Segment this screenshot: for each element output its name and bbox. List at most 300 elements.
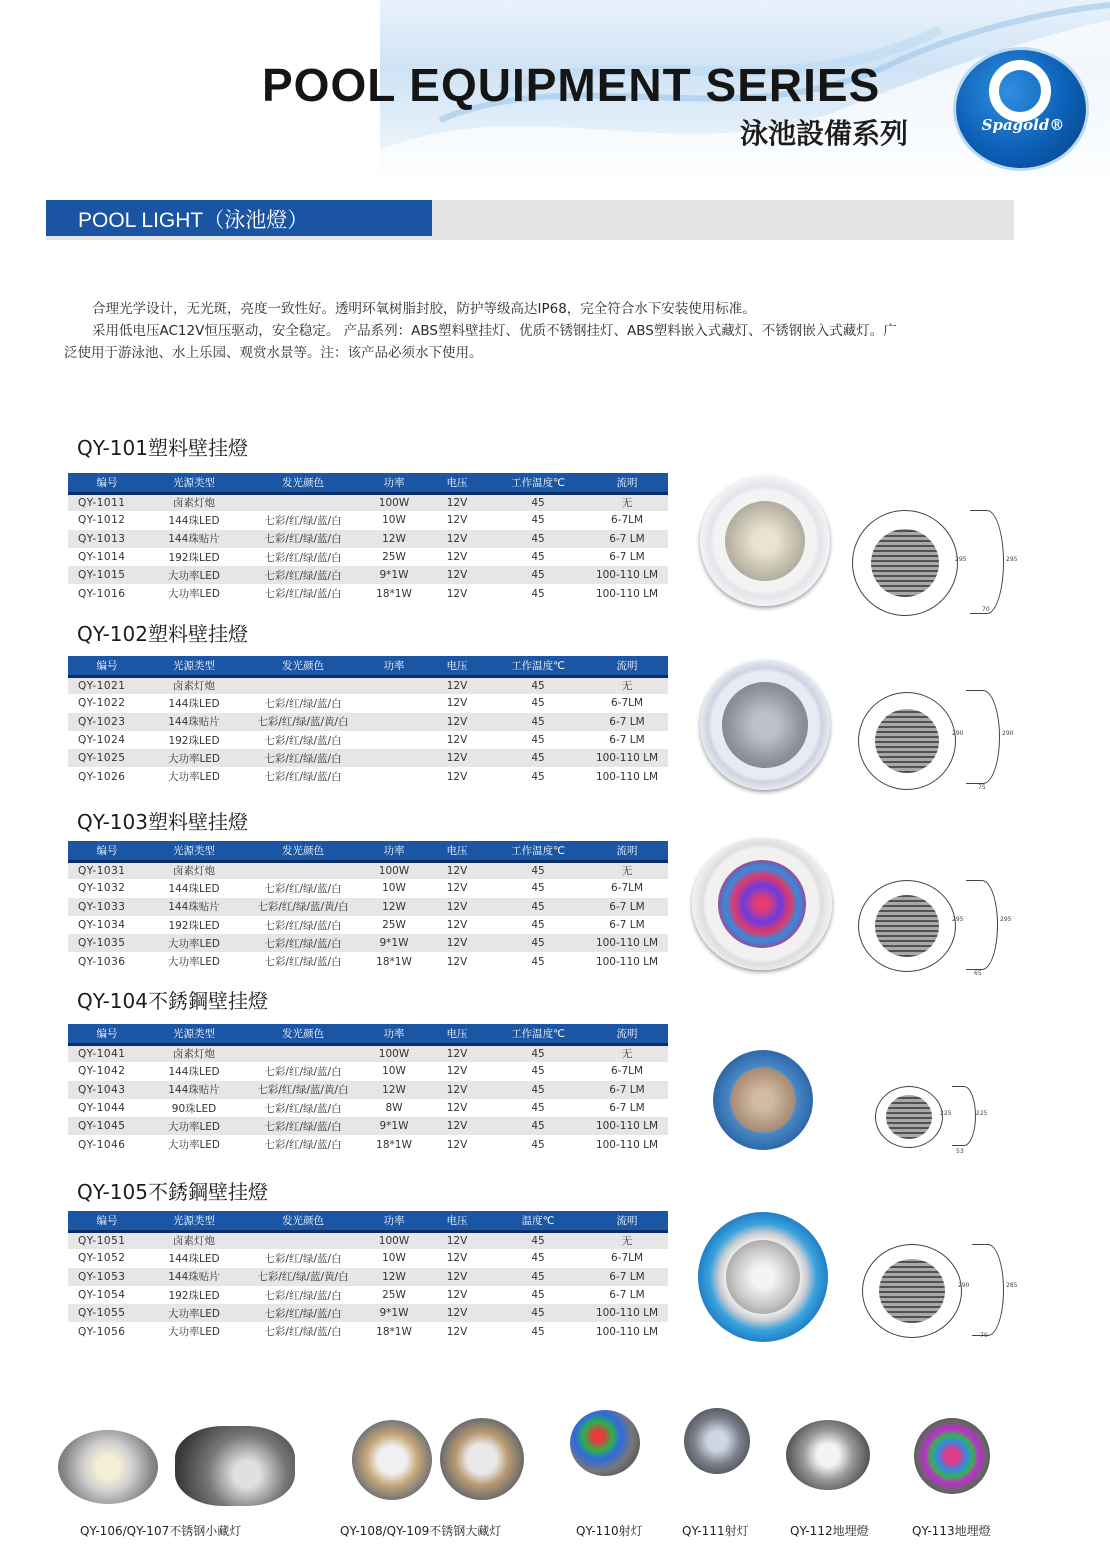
table-cell: 大功率LED [167,1139,221,1152]
thumb-qy-112 [786,1420,870,1490]
table-cell: 12V [424,1081,490,1099]
column-header: 电压 [424,1211,490,1231]
caption-qy-111: QY-111射灯 [682,1524,749,1538]
table-row [68,1062,668,1080]
tech-drawing-front-104 [875,1086,943,1148]
table-cell [364,713,424,731]
table-cell: 18*1W [376,587,412,600]
table-cell: 七彩/红/绿/蓝/白 [242,530,364,548]
table-cell: 45 [490,493,586,511]
table-cell: 45 [531,697,545,710]
table-cell: 100-110 LM [595,770,659,783]
table-cell: QY-1026 [78,770,126,783]
table-cell [242,493,364,511]
table-header-row [68,841,668,861]
table-row [68,1231,668,1249]
thumb-qy-108 [352,1420,432,1500]
lamp-photo-102 [700,660,830,790]
table-cell: 卤素灯炮 [146,676,242,694]
table-cell: 6-7 LM [609,734,645,747]
table-cell: 45 [531,1102,545,1115]
table-header-row [68,1211,668,1231]
table-cell: 大功率LED [167,771,221,784]
table-cell: 12V [446,919,468,932]
table-cell: QY-1044 [78,1102,126,1115]
table-cell: 12W [364,898,424,916]
table-cell: 卤素灯炮 [146,1231,242,1249]
table-cell: 45 [531,1325,545,1338]
table-cell [242,676,364,694]
table-cell: 无 [586,493,668,511]
caption-qy-113: QY-113地埋燈 [912,1524,991,1538]
table-cell: 七彩/红/绿/蓝/白 [264,697,342,710]
table-cell: 192珠LED [168,919,220,932]
column-header: 功率 [364,1024,424,1044]
column-header: 功率 [364,1211,424,1231]
spec-table-103 [68,841,668,971]
table-cell: 100-110 LM [586,749,668,767]
column-header: 光源类型 [146,656,242,676]
table-cell: 七彩/红/绿/蓝/白 [242,934,364,952]
table-cell: QY-1024 [78,734,126,747]
table-cell: 100W [364,1044,424,1062]
table-cell: 45 [490,898,586,916]
intro-line-1: 合理光学设计，无光斑，亮度一致性好。透明环氧树脂封胶，防护等级高达IP68，完全符合水下安装使用标准。 [92,301,756,317]
dim-104-a: 225 [940,1110,952,1117]
table-cell: 100-110 LM [586,1117,668,1135]
intro-line-2: 采用低电压AC12V恒压驱动，安全稳定。 产品系列：ABS塑料壁挂灯、优质不锈钢挂灯、ABS塑料嵌入式藏灯、不锈钢嵌入式藏灯。广 [92,323,897,339]
column-header: 温度℃ [490,1211,586,1231]
intro-line-3: 泛使用于游泳池、水上乐园、观赏水景等。注：该产品必须水下使用。 [64,345,483,361]
column-header: 发光颜色 [242,1211,364,1231]
column-header: 流明 [586,656,668,676]
table-cell: 100W [364,493,424,511]
column-header: 流明 [586,841,668,861]
table-row [68,898,668,916]
table-row [68,1135,668,1153]
column-header: 编号 [68,473,146,493]
table-cell: 144珠LED [168,882,220,895]
thumb-qy-109 [440,1418,524,1500]
table-cell: QY-1043 [68,1081,146,1099]
tech-drawing-front-105 [862,1244,962,1338]
column-header: 电压 [424,656,490,676]
lamp-photo-101 [700,476,830,606]
table-cell: 12V [446,770,468,783]
table-cell: QY-1055 [68,1304,146,1322]
table-cell: 12V [446,697,468,710]
column-header: 工作温度℃ [490,656,586,676]
table-cell: QY-1035 [68,934,146,952]
spec-table-102 [68,656,668,786]
table-cell: 45 [531,882,545,895]
dim-101-a: 295 [955,556,967,563]
table-cell: 100-110 LM [595,955,659,968]
tech-drawing-side-104 [952,1086,976,1146]
table-cell: 12V [424,861,490,879]
table-cell: 45 [490,713,586,731]
section-bar [46,200,1014,240]
table-header-row [68,656,668,676]
table-cell: QY-1011 [68,493,146,511]
table-cell: 45 [490,1231,586,1249]
table-cell: 12V [446,734,468,747]
table-cell: 6-7 LM [586,530,668,548]
table-cell: 100-110 LM [586,934,668,952]
spec-table-101 [68,473,668,603]
table-cell: 七彩/红/绿/蓝/黄/白 [242,1268,364,1286]
table-row [68,934,668,952]
product-title-104: QY-104不銹鋼壁挂燈 [77,989,268,1013]
table-row [68,1304,668,1322]
table-row [68,1117,668,1135]
table-cell: 9*1W [364,566,424,584]
column-header: 功率 [364,473,424,493]
table-cell: 七彩/红/绿/蓝/白 [242,1117,364,1135]
table-row [68,493,668,511]
table-cell [364,731,424,749]
table-cell: 9*1W [364,1117,424,1135]
column-header: 发光颜色 [242,473,364,493]
dim-105-a: 290 [958,1282,970,1289]
table-cell [242,1231,364,1249]
column-header: 编号 [68,841,146,861]
tech-drawing-side-101 [970,510,1004,614]
table-cell: 45 [490,861,586,879]
table-cell: QY-1032 [78,882,126,895]
table-cell: 12W [364,1268,424,1286]
table-cell: 卤素灯炮 [146,493,242,511]
table-cell: QY-1053 [68,1268,146,1286]
table-cell: 6-7 LM [609,1102,645,1115]
table-cell: 大功率LED [167,1326,221,1339]
column-header: 编号 [68,1211,146,1231]
table-cell: 45 [490,1044,586,1062]
table-cell: 12W [364,530,424,548]
table-cell: 七彩/红/绿/蓝/白 [242,749,364,767]
column-header: 功率 [364,841,424,861]
table-cell: 12V [424,1268,490,1286]
table-cell: 6-7LM [610,1252,644,1265]
table-cell: 6-7LM [610,514,644,527]
table-cell: QY-1022 [78,697,126,710]
table-cell [364,767,424,785]
table-cell: QY-1023 [68,713,146,731]
table-cell: 6-7LM [610,697,644,710]
table-cell: 无 [586,1231,668,1249]
table-row [68,1268,668,1286]
table-cell: 大功率LED [146,934,242,952]
table-cell: 10W [382,882,406,895]
table-row [68,694,668,712]
spec-table-104 [68,1024,668,1154]
column-header: 光源类型 [146,473,242,493]
thumb-qy-107 [175,1426,295,1506]
dim-104-b: 225 [976,1110,988,1117]
table-cell: 七彩/红/绿/蓝/白 [264,734,342,747]
table-cell: 七彩/红/绿/蓝/白 [264,919,342,932]
table-cell: 144珠LED [168,1065,220,1078]
table-cell: 192珠LED [168,1289,220,1302]
dim-105-b: 285 [1006,1282,1018,1289]
product-title-105: QY-105不銹鋼壁挂燈 [77,1180,268,1204]
table-cell: 12V [424,676,490,694]
dim-102-c: 75 [978,784,986,791]
tech-drawing-front-103 [858,880,956,972]
table-row [68,530,668,548]
table-cell: 10W [382,1065,406,1078]
table-cell: QY-1015 [68,566,146,584]
table-cell: 12V [446,1065,468,1078]
table-cell: 12V [446,551,468,564]
table-cell: 12V [424,749,490,767]
column-header: 发光颜色 [242,656,364,676]
table-cell: 144珠LED [168,697,220,710]
table-row [68,731,668,749]
table-cell: 10W [382,1252,406,1265]
table-cell: QY-1031 [68,861,146,879]
table-cell: 大功率LED [167,588,221,601]
table-cell: QY-1012 [78,514,126,527]
thumb-qy-106 [58,1430,158,1504]
table-header-row [68,1024,668,1044]
table-cell: 12V [446,1289,468,1302]
table-row [68,1099,668,1117]
table-cell: 七彩/红/绿/蓝/黄/白 [242,898,364,916]
column-header: 光源类型 [146,1211,242,1231]
table-row [68,1322,668,1340]
table-cell: 12V [446,587,468,600]
column-header: 光源类型 [146,1024,242,1044]
table-row [68,548,668,566]
tech-drawing-side-102 [966,690,1000,784]
table-cell: 七彩/红/绿/蓝/黄/白 [242,1081,364,1099]
table-cell: 七彩/红/绿/蓝/白 [264,771,342,784]
tech-drawing-side-105 [972,1244,1004,1336]
product-title-101: QY-101塑料壁挂燈 [77,436,248,460]
table-row [68,1081,668,1099]
series-title-en: POOL EQUIPMENT SERIES [262,59,881,111]
dim-105-c: 70 [980,1332,988,1339]
table-cell: QY-1052 [78,1252,126,1265]
column-header: 工作温度℃ [490,841,586,861]
table-cell: QY-1041 [68,1044,146,1062]
table-cell: 无 [586,1044,668,1062]
column-header: 电压 [424,473,490,493]
table-cell: 90珠LED [171,1102,217,1115]
column-header: 流明 [586,1211,668,1231]
table-cell: 七彩/红/绿/蓝/白 [264,1139,342,1152]
table-cell: 12V [424,713,490,731]
table-cell: 卤素灯炮 [146,861,242,879]
table-cell: QY-1016 [78,587,126,600]
table-cell: 七彩/红/绿/蓝/白 [264,551,342,564]
dim-103-b: 295 [1000,916,1012,923]
column-header: 电压 [424,841,490,861]
table-cell: QY-1013 [68,530,146,548]
table-cell: 45 [490,566,586,584]
table-cell: 12V [446,882,468,895]
table-row [68,511,668,529]
intro-text [64,298,994,364]
table-row [68,1249,668,1267]
caption-qy-106-107: QY-106/QY-107不锈钢小藏灯 [80,1524,242,1538]
thumb-qy-110 [570,1410,640,1476]
column-header: 电压 [424,1024,490,1044]
table-cell: 100W [364,1231,424,1249]
table-cell: 大功率LED [146,1117,242,1135]
table-cell: 45 [490,1081,586,1099]
table-cell: 192珠LED [168,551,220,564]
table-cell: 12V [446,514,468,527]
table-cell: 七彩/红/绿/蓝/白 [264,1326,342,1339]
caption-qy-110: QY-110射灯 [576,1524,643,1538]
table-row [68,1044,668,1062]
table-cell: 6-7 LM [609,551,645,564]
table-cell: QY-1025 [68,749,146,767]
section-title: POOL LIGHT（泳池燈） [46,200,432,236]
table-cell: 9*1W [364,934,424,952]
table-cell: 12V [446,1102,468,1115]
table-cell: 12V [424,566,490,584]
table-cell: 45 [531,734,545,747]
table-cell [242,861,364,879]
table-cell: 18*1W [376,955,412,968]
table-cell: 100-110 LM [595,587,659,600]
table-row [68,749,668,767]
table-cell: 45 [531,1289,545,1302]
column-header: 发光颜色 [242,1024,364,1044]
table-cell: 七彩/红/绿/蓝/白 [264,514,342,527]
table-cell: 12V [424,1117,490,1135]
table-cell: 无 [586,861,668,879]
tech-drawing-side-103 [966,880,998,970]
table-cell: 144珠贴片 [146,1268,242,1286]
table-cell: 45 [531,770,545,783]
table-cell: 6-7 LM [586,898,668,916]
column-header: 流明 [586,1024,668,1044]
table-cell: 45 [531,955,545,968]
table-cell: QY-1014 [78,551,126,564]
dim-104-c: 53 [956,1148,964,1155]
table-cell: 12V [446,1325,468,1338]
table-cell: 6-7 LM [609,919,645,932]
table-cell [364,676,424,694]
table-cell: 6-7 LM [586,713,668,731]
table-cell: 七彩/红/绿/蓝/白 [264,1289,342,1302]
table-cell: 45 [531,587,545,600]
thumb-qy-113 [914,1418,990,1494]
table-cell: 25W [382,1289,406,1302]
table-cell: 6-7 LM [586,1081,668,1099]
table-row [68,713,668,731]
dim-102-b: 290 [1002,730,1014,737]
page-header [0,0,1110,175]
table-row [68,879,668,897]
lamp-photo-103 [692,838,832,970]
table-cell: 25W [382,919,406,932]
table-cell: 七彩/红/绿/蓝/白 [264,1252,342,1265]
dim-101-b: 295 [1006,556,1018,563]
table-row [68,952,668,970]
table-cell: 100-110 LM [586,566,668,584]
table-row [68,861,668,879]
table-cell: 七彩/红/绿/蓝/白 [264,588,342,601]
dim-102-a: 290 [952,730,964,737]
table-row [68,676,668,694]
table-cell: 8W [385,1102,403,1115]
table-cell: 45 [531,551,545,564]
table-cell: 25W [382,551,406,564]
table-cell: 45 [531,919,545,932]
spagold-logo [956,50,1086,168]
table-cell [364,694,424,712]
table-cell: 12V [424,1231,490,1249]
table-cell: 100-110 LM [586,1304,668,1322]
table-cell: 45 [531,1065,545,1078]
lamp-photo-104 [713,1050,813,1150]
table-cell: 七彩/红/绿/蓝/白 [264,882,342,895]
table-cell: 45 [490,749,586,767]
table-cell: 45 [531,514,545,527]
table-cell: 100-110 LM [595,1325,659,1338]
table-cell: 18*1W [376,1138,412,1151]
table-cell: 9*1W [364,1304,424,1322]
table-cell: 45 [490,934,586,952]
table-cell: 12V [446,955,468,968]
table-cell: QY-1021 [68,676,146,694]
tech-drawing-front-102 [858,692,956,790]
table-cell: QY-1054 [78,1289,126,1302]
lamp-photo-105 [698,1212,828,1342]
table-cell: 6-7LM [610,1065,644,1078]
table-cell: 12V [424,1304,490,1322]
column-header: 工作温度℃ [490,1024,586,1044]
table-cell: QY-1045 [68,1117,146,1135]
table-cell: 七彩/红/绿/蓝/白 [264,956,342,969]
table-cell: 12W [364,1081,424,1099]
column-header: 工作温度℃ [490,473,586,493]
table-cell: 45 [490,1268,586,1286]
table-cell: QY-1056 [78,1325,126,1338]
thumb-qy-111 [684,1408,750,1474]
dim-101-c: 70 [982,606,990,613]
table-cell: 45 [490,1304,586,1322]
table-cell: QY-1033 [68,898,146,916]
table-cell: 大功率LED [146,749,242,767]
table-cell: 18*1W [376,1325,412,1338]
table-cell: 12V [446,1138,468,1151]
table-cell: 12V [424,1044,490,1062]
table-row [68,916,668,934]
table-cell: 6-7 LM [586,1268,668,1286]
tech-drawing-front-101 [852,510,958,616]
table-cell: 七彩/红/绿/蓝/白 [242,1304,364,1322]
product-title-103: QY-103塑料壁挂燈 [77,810,248,834]
table-cell: QY-1046 [78,1138,126,1151]
table-cell: QY-1034 [78,919,126,932]
table-cell: 12V [424,934,490,952]
table-cell: 大功率LED [146,566,242,584]
table-cell: 12V [424,493,490,511]
table-cell: 192珠LED [168,734,220,747]
caption-qy-112: QY-112地埋燈 [790,1524,869,1538]
table-cell: 12V [446,1252,468,1265]
column-header: 流明 [586,473,668,493]
table-cell: QY-1051 [68,1231,146,1249]
table-cell [242,1044,364,1062]
table-cell: 144珠贴片 [146,1081,242,1099]
